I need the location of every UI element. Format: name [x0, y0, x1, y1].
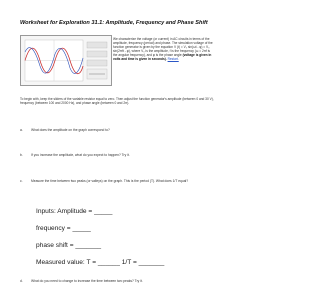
question-a-letter: a. — [20, 128, 23, 132]
question-d — [20, 279, 215, 283]
simulation-thumbnail — [20, 35, 112, 86]
question-c-text: Measure the time between two peaks (or valleys) on the graph. This is the period (T). What does 1/T equal? — [31, 179, 189, 183]
intro-units-note: (voltage is given in volts and time is given in seconds). — [113, 53, 212, 62]
question-b — [20, 153, 215, 157]
phase-input-line: phase shift = _______ — [36, 242, 102, 249]
question-b-letter: b. — [20, 153, 23, 157]
question-d-text: What do you need to change to increase the time between two peaks? Try it. — [31, 279, 143, 283]
question-c — [20, 179, 215, 183]
oscilloscope-graph — [21, 36, 111, 85]
intro-paragraph — [113, 37, 215, 62]
question-a — [20, 128, 215, 132]
question-a-text: What does the amplitude on the graph correspond to? — [31, 128, 110, 132]
instructions-paragraph: To begin with, keep the sliders of the variable resistor equal to zero. Then adjust the function generator's amplitude (between 0 and 30 V), frequency (between 100 and 2000 Hz), and phase angle (between 0 and 2π). — [20, 97, 214, 106]
amplitude-input-line: Inputs: Amplitude = _____ — [36, 208, 113, 215]
question-d-letter: d. — [20, 279, 23, 283]
question-b-text: If you increase the amplitude, what do you expect to happen? Try it. — [31, 153, 130, 157]
measured-value-line: Measured value: T = ______ 1/T = _______ — [36, 259, 165, 266]
intro-text: We characterize the voltage (or current) in AC circuits in terms of the amplitude, frequency (period) and phase. The simulation voltage of the function generator is given by the equation V (t) = V₀ sin(ωt - φ) = V₀ sin(2πft - φ), where V₀ is the amplitude, f is the frequency (ω = 2πf is the angular frequency), and φ is the phase angle — [113, 37, 213, 58]
frequency-input-line: frequency = _____ — [36, 225, 91, 232]
restart-link[interactable]: Restart. — [167, 57, 179, 62]
worksheet-title: Worksheet for Exploration 31.1: Amplitude, Frequency and Phase Shift — [20, 20, 208, 26]
question-c-letter: c. — [20, 179, 23, 183]
